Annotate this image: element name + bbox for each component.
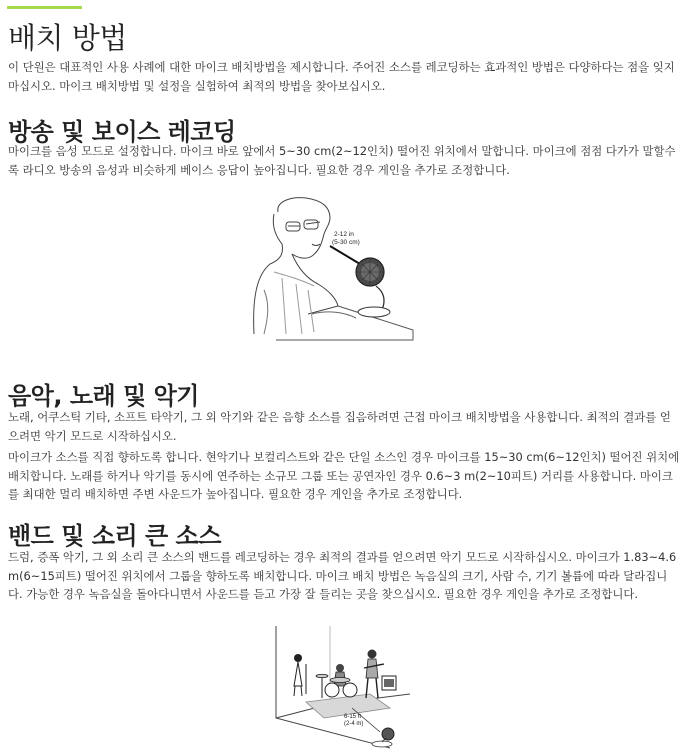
broadcast-placement-illustration [248,194,418,344]
band-placement-illustration [270,624,420,750]
broadcast-paragraph: 마이크를 음성 모드로 설정합니다. 마이크 바로 앞에서 5~30 cm(2~12인치) 떨어진 위치에서 말합니다. 마이크에 점점 다가가 말할수록 라디오 방송의 음성과 비슷하게 베이스 응답이 높아집니다. 필요한 경우 게인을 추가로 조정합니다. [8,144,676,177]
band-distance-label: 6-15 ft [344,714,362,720]
broadcast-distance-label: 2-12 in [334,231,354,238]
music-paragraph-1: 노래, 어쿠스틱 기타, 소프트 타악기, 그 외 악기와 같은 음향 소스를 집음하려면 근접 마이크 배치방법을 사용합니다. 최적의 결과를 얻으려면 악기 모드로 시작하십시오. [8,410,671,443]
intro-paragraph: 이 단원은 대표적인 사용 사례에 대한 마이크 배치방법을 제시합니다. 주어진 소스를 레코딩하는 효과적인 방법은 다양하다는 점을 잊지 마십시오. 마이크 배치방법 및 설정을 실험하여 최적의 방법을 찾아보십시오. [8,60,675,93]
music-paragraph-2: 마이크가 소스를 직접 향하도록 합니다. 현악기나 보컬리스트와 같은 단일 소스인 경우 마이크를 15~30 cm(6~12인치) 떨어진 위치에 배치합니다. 노래를 하거나 악기를 동시에 연주하는 소규모 그룹 또는 공연자인 경우 0.6~3 m(2~10피트) 거리를 사용합니다. 마이크를 최대한 멀리 배치하면 주변 사운드가 높아집니다. 필요한 경우 게인을 추가로 조정합니다. [8,450,680,501]
page-title: 배치 방법 [8,21,127,55]
band-distance-metric-label: (2-4 m) [344,721,364,727]
section-heading-broadcast: 방송 및 보이스 레코딩 [8,118,236,146]
broadcast-distance-metric-label: (5-30 cm) [332,239,360,246]
band-paragraph: 드럼, 증폭 악기, 그 외 소리 큰 소스의 밴드를 레코딩하는 경우 최적의 결과를 얻으려면 악기 모드로 시작하십시오. 마이크가 1.83~4.6 m(6~15피트) 떨어진 위치에서 그룹을 향하도록 배치합니다. 마이크 배치 방법은 녹음실의 크기, 사람 수, 기기 볼륨에 따라 달라집니다. 가능한 경우 녹음실을 돌아다니면서 사운드를 듣고 가장 잘 들리는 곳을 찾으십시오. 필요한 경우 게인을 추가로 조정합니다. [8,550,677,601]
title-accent-bar [7,6,82,9]
section-heading-band: 밴드 및 소리 큰 소스 [8,522,221,550]
section-heading-music: 음악, 노래 및 악기 [8,382,199,410]
